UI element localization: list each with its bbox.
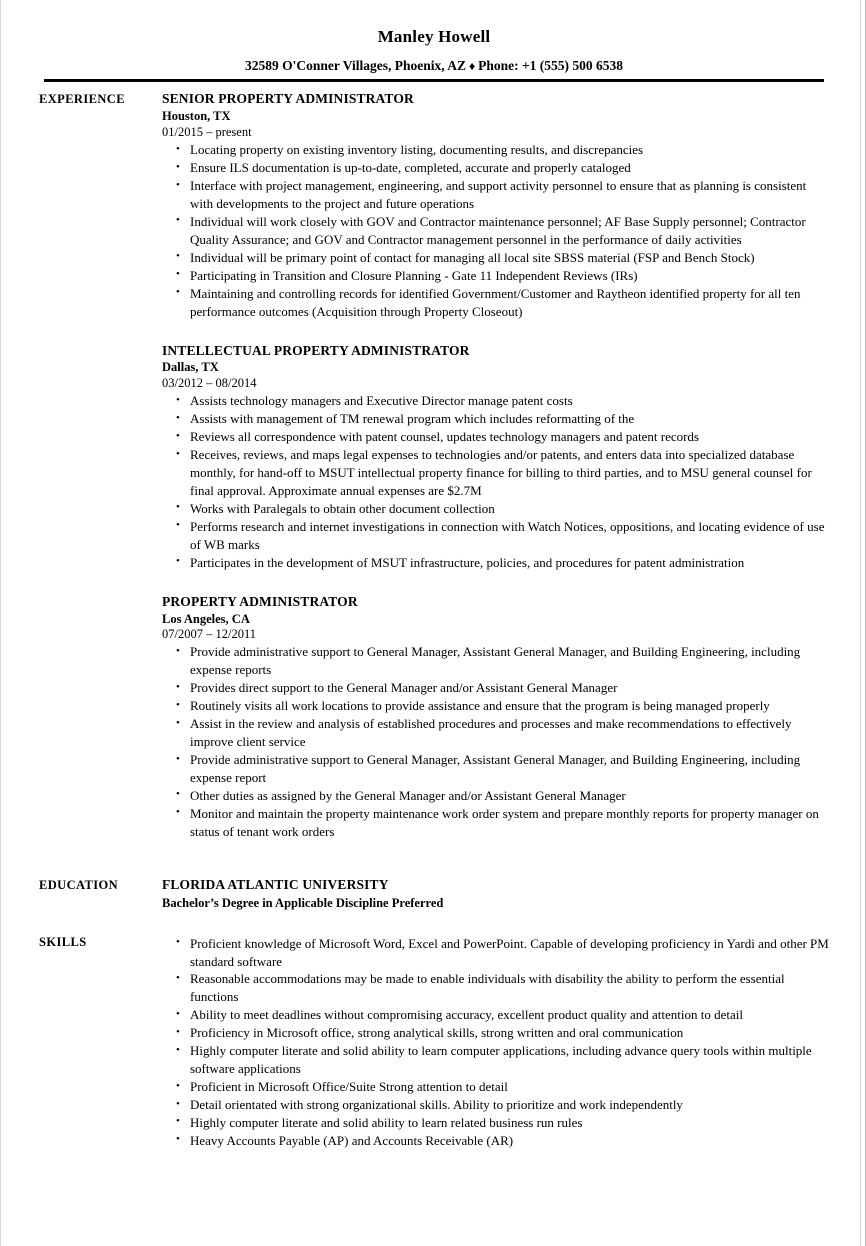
skills-bullet: • Ability to meet deadlines without compromising accuracy, excellent product quality and attention to detail <box>162 1006 829 1024</box>
job-bullet-list <box>162 141 829 320</box>
job-bullet: • Assist in the review and analysis of established procedures and processes and make recommendations to effectively improve client service <box>162 715 829 751</box>
skills-list <box>162 934 829 1150</box>
job-bullet: • Works with Paralegals to obtain other document collection <box>162 500 829 518</box>
candidate-name: Manley Howell <box>377 27 491 46</box>
job-dates: 07/2007 – 12/2011 <box>162 627 256 642</box>
job-title: INTELLECTUAL PROPERTY ADMINISTRATOR <box>162 342 470 358</box>
job-entry <box>162 91 829 320</box>
job-bullet: • Ensure ILS documentation is up-to-date, completed, accurate and properly cataloged <box>162 159 829 177</box>
job-bullet: • Provide administrative support to General Manager, Assistant General Manager, and Building Engineering, including expense report <box>162 751 829 787</box>
experience-section <box>39 82 829 840</box>
job-bullet: • Provide administrative support to General Manager, Assistant General Manager, and Building Engineering, including expense reports <box>162 643 829 679</box>
contact-address: 32589 O'Conner Villages, Phoenix, AZ <box>244 57 466 73</box>
skills-bullet: • Proficient knowledge of Microsoft Word, Excel and PowerPoint. Capable of developing proficiency in Yardi and other PM standard software <box>162 935 829 971</box>
job-bullet: • Reviews all correspondence with patent counsel, updates technology managers and patent records <box>162 428 829 446</box>
job-bullet: • Locating property on existing inventory listing, documenting results, and discrepancies <box>162 141 829 159</box>
skills-bullet: • Proficient in Microsoft Office/Suite Strong attention to detail <box>162 1078 829 1096</box>
experience-section-label: EXPERIENCE <box>39 92 125 107</box>
job-bullet: • Other duties as assigned by the General Manager and/or Assistant General Manager <box>162 787 829 805</box>
skills-section-label: SKILLS <box>39 934 87 949</box>
skills-bullet: • Highly computer literate and solid ability to learn computer applications, including advance query tools within multiple software applications <box>162 1042 829 1078</box>
job-bullet: • Assists technology managers and Executive Director manage patent costs <box>162 392 829 410</box>
skills-section <box>39 934 829 1150</box>
skills-bullet-list <box>162 935 829 1150</box>
job-bullet: • Maintaining and controlling records for identified Government/Customer and Raytheon identified property for all ten performance outcomes (Acquisition through Property Closeout) <box>162 285 829 321</box>
job-entry <box>162 572 829 841</box>
skills-bullet: • Detail orientated with strong organizational skills. Ability to prioritize and work independently <box>162 1096 829 1114</box>
skills-bullet: • Heavy Accounts Payable (AP) and Accounts Receivable (AR) <box>162 1132 829 1150</box>
education-section-label: EDUCATION <box>39 877 119 892</box>
job-bullet: • Receives, reviews, and maps legal expenses to technologies and/or patents, and enters data into specialized database monthly, for hand-off to MSUT intellectual property finance for billing to third parties, and to MSU general counsel for final approval. Approximate annual expenses are $2.7M <box>162 446 829 500</box>
contact-line <box>39 47 829 74</box>
job-bullet: • Assists with management of TM renewal program which includes reformatting of the <box>162 410 829 428</box>
skills-bullet: • Highly computer literate and solid ability to learn related business run rules <box>162 1114 829 1132</box>
job-dates: 01/2015 – present <box>162 124 252 139</box>
job-location: Los Angeles, CA <box>162 611 250 626</box>
education-entry <box>162 877 829 912</box>
experience-list <box>162 91 829 840</box>
job-entry <box>162 321 829 572</box>
education-degree: Bachelor’s Degree in Applicable Discipline Preferred <box>162 895 444 910</box>
job-bullet-list <box>162 643 829 840</box>
resume-header <box>39 0 829 82</box>
education-section <box>39 877 829 912</box>
job-bullet: • Individual will be primary point of contact for managing all local site SBSS material (FSP and Bench Stock) <box>162 249 829 267</box>
job-title: SENIOR PROPERTY ADMINISTRATOR <box>162 91 414 107</box>
job-bullet: • Participating in Transition and Closure Planning - Gate 11 Independent Reviews (IRs) <box>162 267 829 285</box>
job-bullet: • Interface with project management, engineering, and support activity personnel to ensure that as planning is consistent with developments to the project and future operations <box>162 177 829 213</box>
diamond-separator-icon: ♦ <box>468 58 476 73</box>
job-bullet: • Routinely visits all work locations to provide assistance and ensure that the program is being managed properly <box>162 697 829 715</box>
job-bullet: • Provides direct support to the General Manager and/or Assistant General Manager <box>162 679 829 697</box>
resume-content <box>39 0 829 1150</box>
skills-bullet: • Proficiency in Microsoft office, strong analytical skills, strong written and oral communication <box>162 1024 829 1042</box>
job-location: Houston, TX <box>162 109 231 124</box>
job-title: PROPERTY ADMINISTRATOR <box>162 593 358 609</box>
skills-bullet: • Reasonable accommodations may be made to enable individuals with disability the ability to perform the essential functions <box>162 970 829 1006</box>
job-bullet: • Participates in the development of MSUT infrastructure, policies, and procedures for patent administration <box>162 554 829 572</box>
job-bullet: • Monitor and maintain the property maintenance work order system and prepare monthly reports for property manager on status of tenant work orders <box>162 805 829 841</box>
job-location: Dallas, TX <box>162 360 219 375</box>
job-bullet-list <box>162 392 829 571</box>
job-bullet: • Individual will work closely with GOV and Contractor maintenance personnel; AF Base Supply personnel; Contractor Quality Assurance; and GOV and Contractor management personnel in the performance of daily activities <box>162 213 829 249</box>
education-school: FLORIDA ATLANTIC UNIVERSITY <box>162 876 389 892</box>
job-bullet: • Performs research and internet investigations in connection with Watch Notices, oppositions, and locating evidence of use of WB marks <box>162 518 829 554</box>
job-dates: 03/2012 – 08/2014 <box>162 376 257 391</box>
contact-phone: Phone: +1 (555) 500 6538 <box>478 57 624 73</box>
